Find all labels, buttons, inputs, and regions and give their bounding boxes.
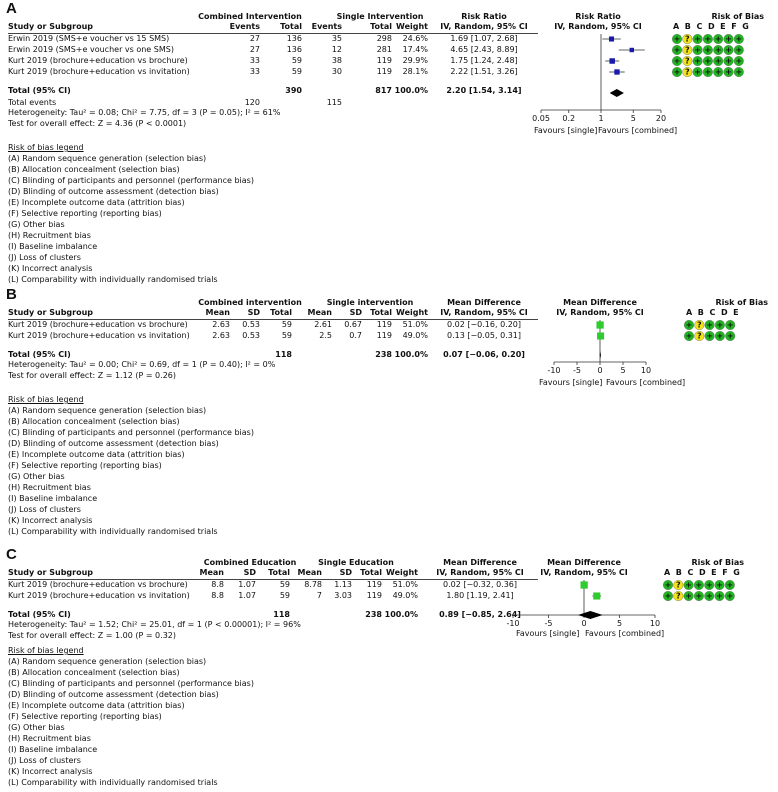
study-ci: 1.80 [1.19, 2.41] bbox=[446, 591, 514, 600]
heterogeneity: Heterogeneity: Tau² = 1.52; Chi² = 25.01, df = 1 (P < 0.00001); I² = 96% bbox=[8, 620, 301, 629]
rob-symbol: ? bbox=[684, 67, 690, 77]
rob-letter: E bbox=[720, 22, 728, 31]
x-tick-label: 0 bbox=[597, 366, 603, 375]
rob-title: Risk of Bias bbox=[711, 12, 764, 21]
rob-legend-item: (E) Incomplete outcome data (attrition bias) bbox=[8, 450, 185, 459]
rob-symbol: + bbox=[706, 320, 713, 330]
g1-total: 136 bbox=[286, 45, 302, 54]
rob-symbol: + bbox=[725, 56, 732, 66]
rob-symbol: + bbox=[673, 56, 681, 66]
x-tick-label: -5 bbox=[573, 366, 581, 375]
g2-sd: 0.7 bbox=[349, 331, 362, 340]
rob-letter: F bbox=[722, 568, 730, 577]
effect-title: Risk Ratio bbox=[461, 12, 507, 21]
forest-plot bbox=[0, 4, 778, 144]
favours-left: Favours [single] bbox=[534, 126, 598, 135]
rob-legend-item: (I) Baseline imbalance bbox=[8, 745, 98, 754]
study-weight: 49.0% bbox=[392, 591, 418, 600]
x-tick-label: -10 bbox=[506, 619, 520, 628]
rob-symbol: + bbox=[735, 56, 743, 66]
rob-symbol: + bbox=[705, 591, 713, 601]
rob-symbol: ? bbox=[675, 580, 681, 590]
effect-square bbox=[609, 58, 614, 63]
study-name: Kurt 2019 (brochure+education vs invitation) bbox=[8, 331, 190, 340]
rob-symbol: + bbox=[664, 580, 672, 590]
g1-mean: 8.8 bbox=[211, 580, 224, 589]
group1-header: Combined Education bbox=[203, 558, 297, 567]
group2-header: Single intervention bbox=[326, 298, 414, 307]
rob-symbol: + bbox=[685, 580, 692, 590]
x-tick-label: 1 bbox=[598, 114, 604, 123]
g1-events: 33 bbox=[249, 56, 260, 65]
rob-legend-item: (F) Selective reporting (reporting bias) bbox=[8, 712, 162, 721]
rob-symbol: ? bbox=[684, 34, 690, 44]
rob-legend-item: (G) Other bias bbox=[8, 220, 65, 229]
rob-symbol: + bbox=[694, 67, 701, 77]
rob-symbol: ? bbox=[696, 320, 702, 330]
rob-legend-item: (D) Blinding of outcome assessment (detection bias) bbox=[8, 439, 219, 448]
rob-symbol: + bbox=[695, 591, 703, 601]
g2-total: 119 bbox=[376, 331, 392, 340]
x-tick-label: 0 bbox=[581, 619, 587, 628]
x-tick-label: 5 bbox=[616, 619, 623, 628]
rob-letter: D bbox=[707, 22, 716, 31]
rob-letter: A bbox=[664, 568, 672, 577]
g2-events-sum: 115 bbox=[326, 98, 342, 107]
g2-total: 119 bbox=[376, 56, 392, 65]
g2-total: 119 bbox=[366, 591, 382, 600]
rob-letter: G bbox=[733, 568, 742, 577]
rob-legend-item: (K) Incorrect analysis bbox=[8, 767, 93, 776]
g1-total-sum: 390 bbox=[285, 86, 302, 95]
study-name: Erwin 2019 (SMS+e voucher vs one SMS) bbox=[8, 45, 174, 54]
effect-square bbox=[614, 69, 619, 74]
plot-title: Risk Ratio bbox=[575, 12, 621, 21]
rob-legend-item: (G) Other bias bbox=[8, 723, 65, 732]
rob-letter: C bbox=[696, 22, 704, 31]
rob-legend-item: (L) Comparability with individually randomised trials bbox=[8, 778, 218, 787]
x-tick-label: 0.2 bbox=[562, 114, 576, 123]
rob-legend-item: (D) Blinding of outcome assessment (detection bias) bbox=[8, 690, 219, 699]
study-ci: 0.02 [−0.32, 0.36] bbox=[442, 580, 517, 589]
g1-total: 59 bbox=[281, 320, 292, 329]
events-label: Total events bbox=[8, 98, 57, 107]
rob-symbol: + bbox=[704, 45, 712, 55]
g1-events: 27 bbox=[249, 34, 260, 43]
rob-letter: F bbox=[731, 22, 739, 31]
panel-a bbox=[0, 0, 778, 284]
g2-events: 30 bbox=[331, 67, 342, 76]
rob-legend-item: (J) Loss of clusters bbox=[8, 253, 81, 262]
g1-total: 59 bbox=[279, 591, 290, 600]
total-label: Total (95% CI) bbox=[8, 350, 71, 359]
rob-letter: B bbox=[675, 568, 684, 577]
rob-symbol: + bbox=[726, 591, 734, 601]
plot-title: Mean Difference bbox=[563, 298, 637, 307]
x-tick-label: 20 bbox=[655, 114, 667, 123]
rob-legend-item: (A) Random sequence generation (selection bias) bbox=[8, 657, 207, 666]
study-ci: 4.65 [2.43, 8.89] bbox=[450, 45, 518, 54]
study-ci: 0.02 [−0.16, 0.20] bbox=[446, 320, 521, 329]
rob-letter: E bbox=[711, 568, 719, 577]
study-name: Kurt 2019 (brochure+education vs brochure) bbox=[8, 320, 188, 329]
rob-legend-item: (H) Recruitment bias bbox=[8, 483, 91, 492]
g2-sd: 1.13 bbox=[334, 580, 352, 589]
total-ci: 2.20 [1.54, 3.14] bbox=[446, 86, 522, 95]
rob-letter: A bbox=[686, 308, 694, 317]
rob-symbol: + bbox=[716, 331, 724, 341]
rob-symbol: + bbox=[694, 45, 701, 55]
study-weight: 24.6% bbox=[402, 34, 428, 43]
effect-square bbox=[609, 36, 614, 41]
g1-total: 136 bbox=[286, 34, 302, 43]
rob-symbol: + bbox=[685, 591, 692, 601]
g1-events-header: Events bbox=[229, 22, 260, 31]
rob-symbol: + bbox=[714, 45, 722, 55]
g2-events: 38 bbox=[331, 56, 342, 65]
study-weight: 51.0% bbox=[392, 580, 418, 589]
rob-symbol: + bbox=[735, 34, 743, 44]
rob-legend-title: Risk of bias legend bbox=[8, 395, 84, 404]
favours-right: Favours [combined] bbox=[585, 629, 665, 638]
study-col-header: Study or Subgroup bbox=[8, 22, 94, 31]
rob-legend-item: (K) Incorrect analysis bbox=[8, 516, 93, 525]
rob-letter: C bbox=[709, 308, 717, 317]
g2-total-header: Total bbox=[360, 568, 382, 577]
panel-label: C bbox=[6, 546, 17, 563]
study-weight: 28.1% bbox=[402, 67, 428, 76]
rob-legend-title: Risk of bias legend bbox=[8, 646, 84, 655]
rob-letter: D bbox=[698, 568, 707, 577]
g1-sd-header: SD bbox=[243, 568, 256, 577]
rob-letter: B bbox=[684, 22, 693, 31]
rob-legend-item: (C) Blinding of participants and personnel (performance bias) bbox=[8, 679, 254, 688]
study-ci: 1.69 [1.07, 2.68] bbox=[450, 34, 518, 43]
rob-legend-item: (H) Recruitment bias bbox=[8, 231, 91, 240]
g2-mean: 2.61 bbox=[314, 320, 332, 329]
g2-sd-header: SD bbox=[339, 568, 352, 577]
rob-symbol: + bbox=[726, 320, 734, 330]
effect-square bbox=[597, 332, 604, 339]
total-ci: 0.89 [−0.85, 2.64] bbox=[439, 610, 521, 619]
group1-header: Combined Intervention bbox=[198, 12, 302, 21]
rob-legend-item: (D) Blinding of outcome assessment (detection bias) bbox=[8, 187, 219, 196]
rob-letter: A bbox=[673, 22, 681, 31]
g1-total: 59 bbox=[279, 580, 290, 589]
study-ci: 1.75 [1.24, 2.48] bbox=[450, 56, 518, 65]
g2-mean-header: Mean bbox=[297, 568, 322, 577]
g2-total: 281 bbox=[376, 45, 392, 54]
weight-header: Weight bbox=[396, 22, 428, 31]
favours-right: Favours [combined] bbox=[598, 126, 678, 135]
rob-symbol: + bbox=[664, 591, 672, 601]
effect-method-header: IV, Random, 95% CI bbox=[436, 568, 524, 577]
forest-plot bbox=[0, 290, 778, 390]
study-ci: 0.13 [−0.05, 0.31] bbox=[446, 331, 521, 340]
g2-events: 12 bbox=[331, 45, 342, 54]
g1-mean: 8.8 bbox=[211, 591, 224, 600]
heterogeneity: Heterogeneity: Tau² = 0.00; Chi² = 0.69, df = 1 (P = 0.40); I² = 0% bbox=[8, 360, 276, 369]
rob-symbol: + bbox=[705, 580, 713, 590]
rob-legend-title: Risk of bias legend bbox=[8, 143, 84, 152]
rob-symbol: + bbox=[704, 34, 712, 44]
study-weight: 51.0% bbox=[402, 320, 428, 329]
study-name: Erwin 2019 (SMS+e voucher vs 15 SMS) bbox=[8, 34, 170, 43]
g1-total: 59 bbox=[291, 56, 302, 65]
rob-symbol: + bbox=[714, 67, 722, 77]
rob-symbol: + bbox=[673, 67, 681, 77]
rob-symbol: + bbox=[726, 580, 734, 590]
total-label: Total (95% CI) bbox=[8, 86, 71, 95]
study-weight: 49.0% bbox=[402, 331, 428, 340]
overall-effect: Test for overall effect: Z = 4.36 (P < 0.0001) bbox=[8, 119, 187, 128]
g2-mean: 7 bbox=[316, 591, 322, 600]
total-weight: 100.0% bbox=[394, 350, 428, 359]
study-name: Kurt 2019 (brochure+education vs invitation) bbox=[8, 591, 190, 600]
g2-sd: 0.67 bbox=[344, 320, 362, 329]
g1-sd: 1.07 bbox=[238, 580, 256, 589]
x-tick-label: -5 bbox=[544, 619, 553, 628]
plot-method-header: IV, Random, 95% CI bbox=[556, 308, 644, 317]
rob-legend-item: (F) Selective reporting (reporting bias) bbox=[8, 209, 162, 218]
rob-letter: B bbox=[697, 308, 706, 317]
rob-legend-item: (B) Allocation concealment (selection bias) bbox=[8, 417, 180, 426]
g2-total: 298 bbox=[376, 34, 392, 43]
study-col-header: Study or Subgroup bbox=[8, 568, 94, 577]
g1-sd: 0.53 bbox=[242, 331, 260, 340]
g1-total: 59 bbox=[281, 331, 292, 340]
rob-legend-item: (L) Comparability with individually randomised trials bbox=[8, 275, 218, 284]
rob-symbol: + bbox=[714, 34, 722, 44]
g1-mean-header: Mean bbox=[199, 568, 224, 577]
g1-sd: 0.53 bbox=[242, 320, 260, 329]
study-name: Kurt 2019 (brochure+education vs invitation) bbox=[8, 67, 190, 76]
x-tick-label: 5 bbox=[630, 114, 636, 123]
favours-left: Favours [single] bbox=[539, 378, 603, 387]
weight-header: Weight bbox=[386, 568, 418, 577]
rob-legend-item: (C) Blinding of participants and personnel (performance bias) bbox=[8, 176, 254, 185]
rob-legend-item: (J) Loss of clusters bbox=[8, 756, 81, 765]
g1-total-header: Total bbox=[268, 568, 290, 577]
g2-mean-header: Mean bbox=[307, 308, 332, 317]
rob-symbol: + bbox=[735, 45, 743, 55]
rob-symbol: + bbox=[725, 45, 732, 55]
group2-header: Single Intervention bbox=[336, 12, 424, 21]
x-tick-label: 10 bbox=[649, 619, 661, 628]
panel-label: B bbox=[6, 286, 17, 303]
favours-left: Favours [single] bbox=[516, 629, 580, 638]
g2-total-header: Total bbox=[370, 308, 392, 317]
study-weight: 17.4% bbox=[402, 45, 428, 54]
rob-legend-item: (B) Allocation concealment (selection bias) bbox=[8, 165, 180, 174]
rob-legend-item: (J) Loss of clusters bbox=[8, 505, 81, 514]
g2-total: 119 bbox=[366, 580, 382, 589]
rob-symbol: + bbox=[673, 45, 681, 55]
g2-total-sum: 238 bbox=[365, 610, 382, 619]
total-ci: 0.07 [−0.06, 0.20] bbox=[443, 350, 525, 359]
effect-square bbox=[593, 592, 600, 599]
rob-symbol: + bbox=[714, 56, 722, 66]
panel-c bbox=[0, 546, 778, 792]
effect-square bbox=[630, 48, 634, 52]
effect-method-header: IV, Random, 95% CI bbox=[440, 308, 528, 317]
g2-mean: 2.5 bbox=[319, 331, 332, 340]
panel-label: A bbox=[6, 0, 17, 17]
g1-mean: 2.63 bbox=[212, 331, 230, 340]
g2-total: 119 bbox=[376, 67, 392, 76]
panel-b bbox=[0, 286, 778, 540]
total-label: Total (95% CI) bbox=[8, 610, 71, 619]
g1-total-sum: 118 bbox=[273, 610, 290, 619]
g1-total: 59 bbox=[291, 67, 302, 76]
rob-title: Risk of Bias bbox=[715, 298, 768, 307]
total-weight: 100.0% bbox=[384, 610, 418, 619]
g2-total-sum: 817 bbox=[375, 86, 392, 95]
rob-symbol: + bbox=[735, 67, 743, 77]
study-name: Kurt 2019 (brochure+education vs brochure) bbox=[8, 580, 188, 589]
rob-letter: D bbox=[720, 308, 729, 317]
rob-legend-item: (A) Random sequence generation (selection bias) bbox=[8, 154, 207, 163]
rob-legend-item: (L) Comparability with individually randomised trials bbox=[8, 527, 218, 536]
effect-title: Mean Difference bbox=[443, 558, 517, 567]
rob-legend-item: (G) Other bias bbox=[8, 472, 65, 481]
x-tick-label: 0.05 bbox=[532, 114, 550, 123]
plot-title: Mean Difference bbox=[547, 558, 621, 567]
group1-header: Combined intervention bbox=[198, 298, 302, 307]
rob-symbol: + bbox=[706, 331, 713, 341]
g1-events: 33 bbox=[249, 67, 260, 76]
rob-symbol: + bbox=[694, 34, 701, 44]
heterogeneity: Heterogeneity: Tau² = 0.08; Chi² = 7.75, df = 3 (P = 0.05); I² = 61% bbox=[8, 108, 281, 117]
rob-letter: E bbox=[733, 308, 741, 317]
study-ci: 2.22 [1.51, 3.26] bbox=[450, 67, 518, 76]
rob-legend-item: (E) Incomplete outcome data (attrition bias) bbox=[8, 198, 185, 207]
effect-square bbox=[596, 321, 603, 328]
g1-events-sum: 120 bbox=[244, 98, 260, 107]
total-weight: 100.0% bbox=[394, 86, 428, 95]
rob-legend-item: (F) Selective reporting (reporting bias) bbox=[8, 461, 162, 470]
x-tick-label: 10 bbox=[640, 366, 652, 375]
study-col-header: Study or Subgroup bbox=[8, 308, 94, 317]
pooled-diamond bbox=[578, 611, 603, 619]
g1-events: 27 bbox=[249, 45, 260, 54]
rob-symbol: + bbox=[716, 591, 723, 601]
effect-square bbox=[581, 581, 588, 588]
study-name: Kurt 2019 (brochure+education vs brochure) bbox=[8, 56, 188, 65]
rob-legend-item: (A) Random sequence generation (selection bias) bbox=[8, 406, 207, 415]
rob-symbol: + bbox=[673, 34, 681, 44]
x-tick-label: -10 bbox=[547, 366, 561, 375]
weight-header: Weight bbox=[396, 308, 428, 317]
rob-symbol: + bbox=[725, 34, 732, 44]
g1-mean: 2.63 bbox=[212, 320, 230, 329]
rob-symbol: + bbox=[704, 67, 712, 77]
rob-legend-item: (E) Incomplete outcome data (attrition bias) bbox=[8, 701, 185, 710]
g1-total-sum: 118 bbox=[275, 350, 292, 359]
plot-method-header: IV, Random, 95% CI bbox=[554, 22, 642, 31]
rob-symbol: ? bbox=[675, 591, 681, 601]
favours-right: Favours [combined] bbox=[606, 378, 686, 387]
g2-events: 35 bbox=[331, 34, 342, 43]
rob-symbol: + bbox=[695, 580, 703, 590]
rob-letter: G bbox=[742, 22, 751, 31]
g2-mean: 8.78 bbox=[304, 580, 322, 589]
rob-symbol: + bbox=[685, 320, 693, 330]
rob-symbol: + bbox=[685, 331, 693, 341]
study-weight: 29.9% bbox=[402, 56, 428, 65]
g2-total-header: Total bbox=[370, 22, 392, 31]
g1-mean-header: Mean bbox=[205, 308, 230, 317]
rob-symbol: + bbox=[726, 331, 734, 341]
rob-symbol: ? bbox=[696, 331, 702, 341]
rob-symbol: + bbox=[716, 320, 724, 330]
g2-sd: 3.03 bbox=[334, 591, 352, 600]
group2-header: Single Education bbox=[318, 558, 394, 567]
effect-title: Mean Difference bbox=[447, 298, 521, 307]
rob-title: Risk of Bias bbox=[691, 558, 744, 567]
rob-symbol: + bbox=[716, 580, 723, 590]
rob-symbol: + bbox=[704, 56, 712, 66]
g2-events-header: Events bbox=[311, 22, 342, 31]
rob-legend-item: (H) Recruitment bias bbox=[8, 734, 91, 743]
rob-symbol: ? bbox=[684, 56, 690, 66]
rob-symbol: + bbox=[694, 56, 701, 66]
rob-letter: C bbox=[687, 568, 695, 577]
g1-total-header: Total bbox=[280, 22, 302, 31]
g1-total-header: Total bbox=[270, 308, 292, 317]
overall-effect: Test for overall effect: Z = 1.00 (P = 0.32) bbox=[8, 631, 176, 640]
g2-total: 119 bbox=[376, 320, 392, 329]
g2-total-sum: 238 bbox=[375, 350, 392, 359]
g1-sd-header: SD bbox=[247, 308, 260, 317]
rob-legend-item: (I) Baseline imbalance bbox=[8, 494, 98, 503]
rob-legend-item: (I) Baseline imbalance bbox=[8, 242, 98, 251]
rob-symbol: + bbox=[725, 67, 732, 77]
rob-legend-item: (B) Allocation concealment (selection bias) bbox=[8, 668, 180, 677]
x-tick-label: 5 bbox=[620, 366, 626, 375]
plot-method-header: IV, Random, 95% CI bbox=[540, 568, 628, 577]
rob-legend-item: (C) Blinding of participants and personnel (performance bias) bbox=[8, 428, 254, 437]
effect-method-header: IV, Random, 95% CI bbox=[440, 22, 528, 31]
overall-effect: Test for overall effect: Z = 1.12 (P = 0.26) bbox=[8, 371, 176, 380]
rob-legend-item: (K) Incorrect analysis bbox=[8, 264, 93, 273]
pooled-diamond bbox=[610, 89, 624, 97]
g1-sd: 1.07 bbox=[238, 591, 256, 600]
g2-sd-header: SD bbox=[349, 308, 362, 317]
rob-symbol: ? bbox=[684, 45, 690, 55]
